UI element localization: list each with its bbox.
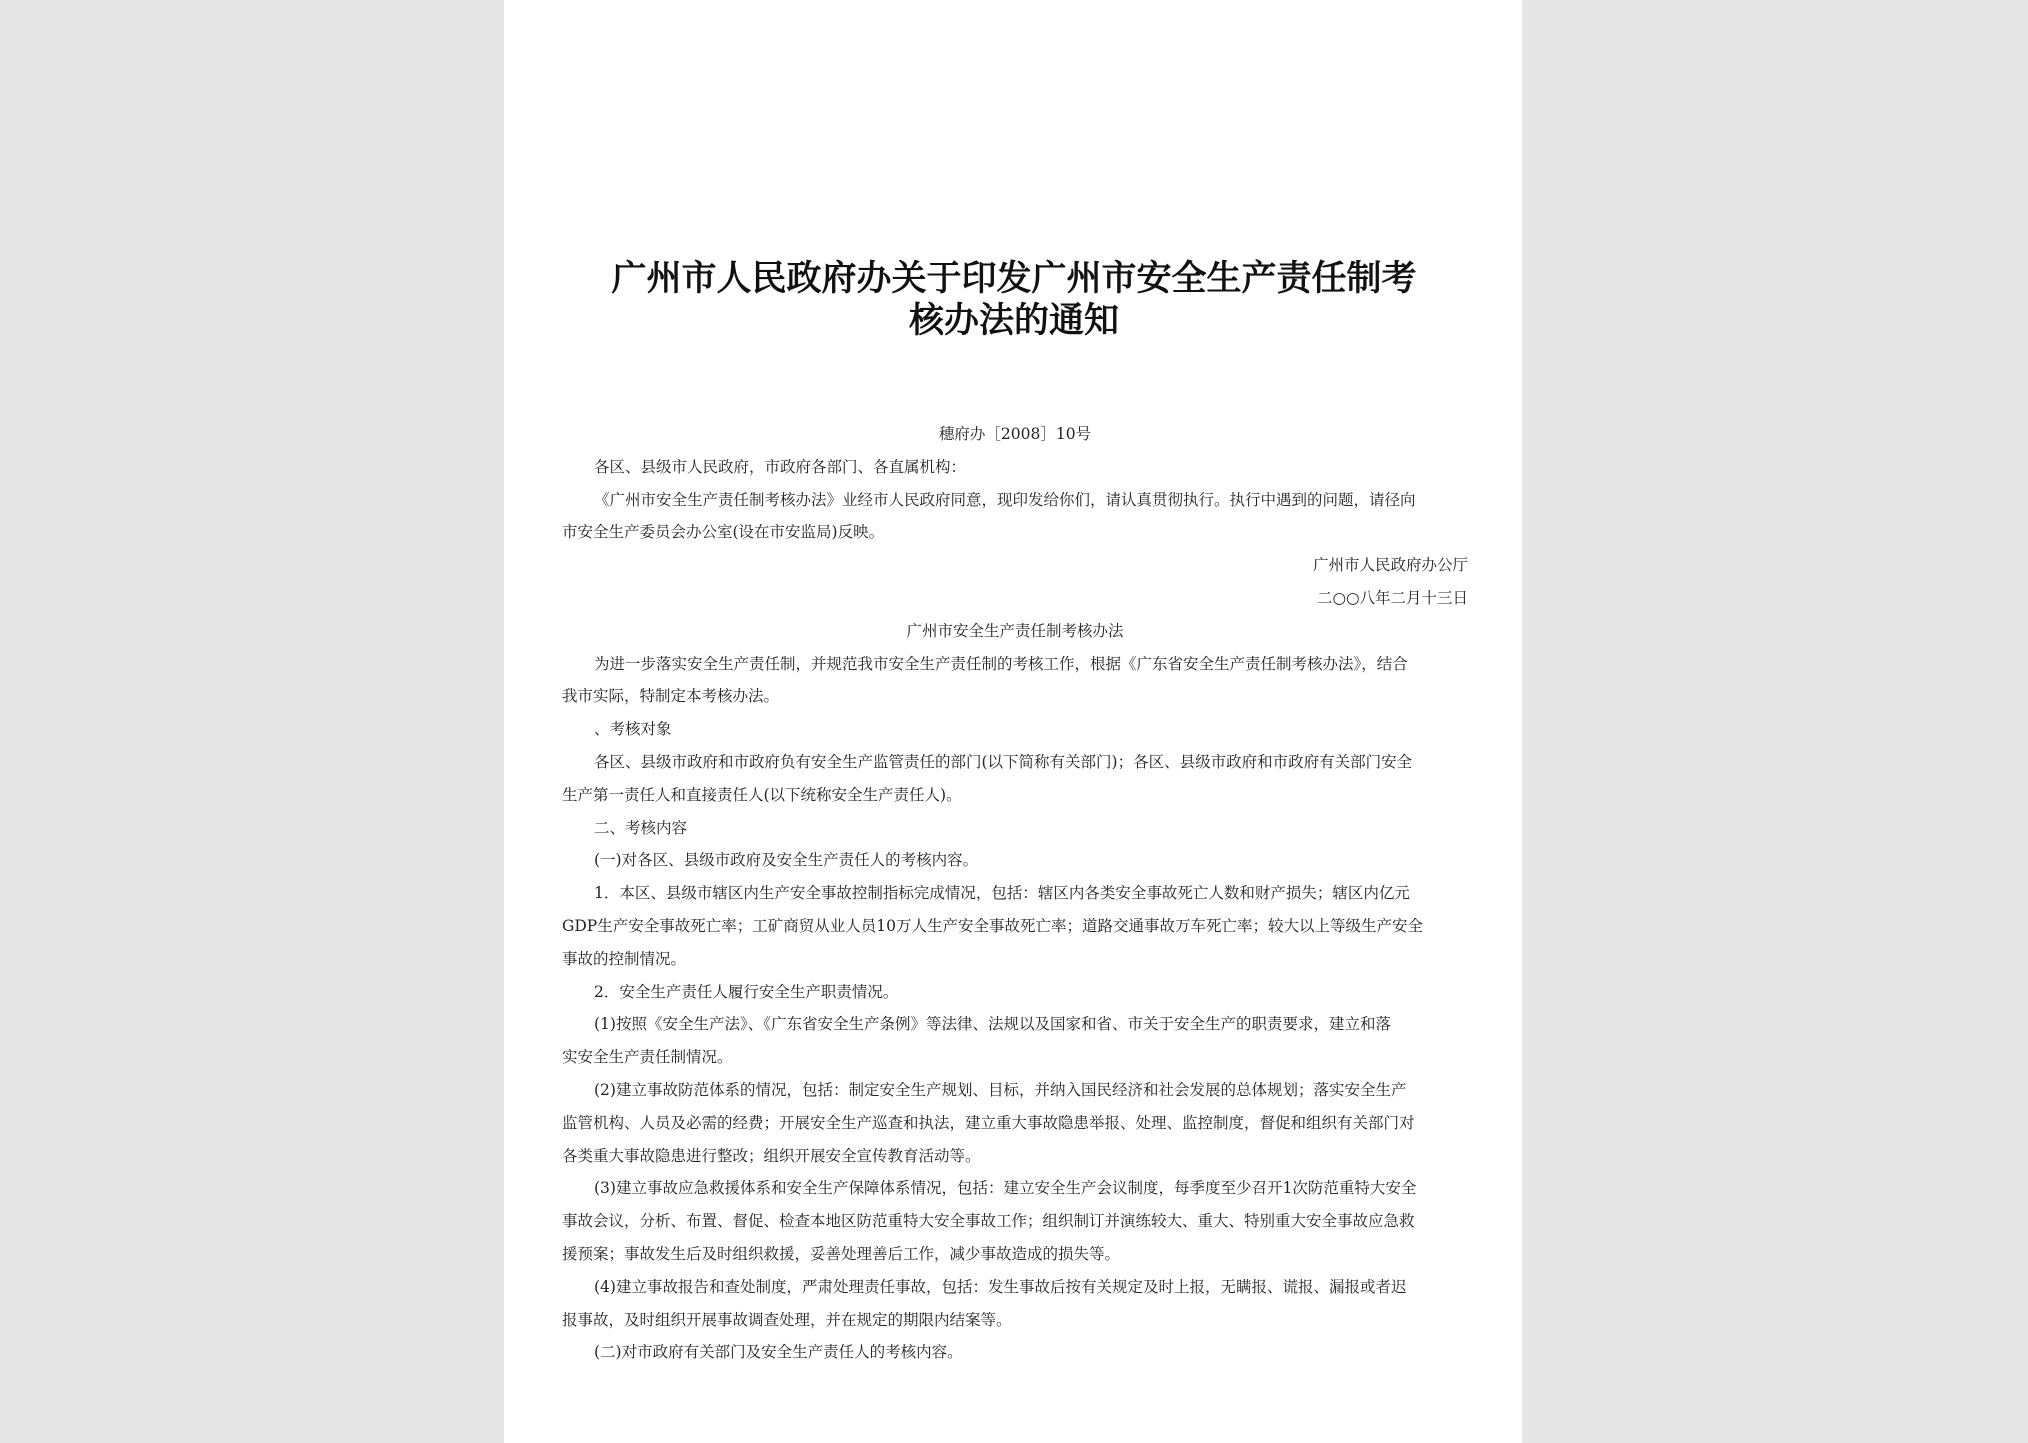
body-line: (2)建立事故防范体系的情况，包括：制定安全生产规划、目标，并纳入国民经济和社会发展的总体规划；落实安全生产 [594, 1080, 1407, 1099]
body-line: GDP生产安全事故死亡率；工矿商贸从业人员10万人生产安全事故死亡率；道路交通事故万车死亡率；较大以上等级生产安全 [562, 916, 1423, 935]
body-line: 为进一步落实安全生产责任制，并规范我市安全生产责任制的考核工作，根据《广东省安全生产责任制考核办法》，结合 [594, 654, 1408, 673]
body-line: (二)对市政府有关部门及安全生产责任人的考核内容。 [594, 1343, 963, 1362]
title-line-1: 广州市人民政府办关于印发广州市安全生产责任制考 [611, 259, 1417, 299]
notice-line-1: 《广州市安全生产责任制考核办法》业经市人民政府同意，现印发给你们，请认真贯彻执行。执行中遇到的问题，请径向 [594, 490, 1416, 509]
body-line: 报事故，及时组织开展事故调查处理，并在规定的期限内结案等。 [562, 1310, 1012, 1329]
document-number: 穗府办［2008］10号 [938, 425, 1092, 443]
document-page [504, 0, 1522, 1443]
document-title [584, 258, 1444, 342]
document-paragraphs [562, 648, 1468, 1370]
body-line: (一)对各区、县级市政府及安全生产责任人的考核内容。 [594, 851, 979, 870]
document-subtitle: 广州市安全生产责任制考核办法 [906, 621, 1124, 640]
body-line: 实安全生产责任制情况。 [562, 1048, 733, 1067]
body-line: 我市实际，特制定本考核办法。 [562, 687, 780, 706]
body-line: (1)按照《安全生产法》、《广东省安全生产条例》等法律、法规以及国家和省、市关于安全生产的职责要求，建立和落 [594, 1015, 1391, 1034]
body-line: (4)建立事故报告和查处制度，严肃处理责任事故，包括：发生事故后按有关规定及时上报，无瞒报、谎报、漏报或者迟 [594, 1277, 1407, 1296]
issuer: 广州市人民政府办公厅 [1312, 556, 1468, 575]
issue-date: 二○○八年二月十三日 [1316, 588, 1468, 607]
body-line: 各区、县级市政府和市政府负有安全生产监管责任的部门(以下简称有关部门)；各区、县级市政府和市政府有关部门安全 [594, 752, 1413, 771]
title-line-2: 核办法的通知 [908, 301, 1119, 341]
body-line: 2．安全生产责任人履行安全生产职责情况。 [594, 982, 899, 1001]
document-body [562, 418, 1468, 1369]
notice-line-2: 市安全生产委员会办公室(设在市安监局)反映。 [562, 523, 885, 542]
body-line: (3)建立事故应急救援体系和安全生产保障体系情况，包括：建立安全生产会议制度，每季度至少召开1次防范重特大安全 [594, 1179, 1417, 1198]
body-line: 生产第一责任人和直接责任人(以下统称安全生产责任人)。 [562, 785, 962, 804]
body-line: 、考核对象 [594, 720, 672, 739]
body-line: 援预案；事故发生后及时组织救援，妥善处理善后工作，减少事故造成的损失等。 [562, 1244, 1121, 1263]
body-line: 各类重大事故隐患进行整改；组织开展安全宣传教育活动等。 [562, 1146, 981, 1165]
body-line: 事故的控制情况。 [562, 949, 687, 968]
body-line: 二、考核内容 [594, 818, 688, 837]
body-line: 事故会议，分析、布置、督促、检查本地区防范重特大安全事故工作；组织制订并演练较大、重大、特别重大安全事故应急救 [562, 1212, 1415, 1231]
body-line: 1．本区、县级市辖区内生产安全事故控制指标完成情况，包括：辖区内各类安全事故死亡人数和财产损失；辖区内亿元 [594, 884, 1410, 903]
body-line: 监管机构、人员及必需的经费；开展安全生产巡查和执法，建立重大事故隐患举报、处理、监控制度，督促和组织有关部门对 [562, 1113, 1415, 1132]
addressee: 各区、县级市人民政府，市政府各部门、各直属机构： [594, 457, 967, 476]
